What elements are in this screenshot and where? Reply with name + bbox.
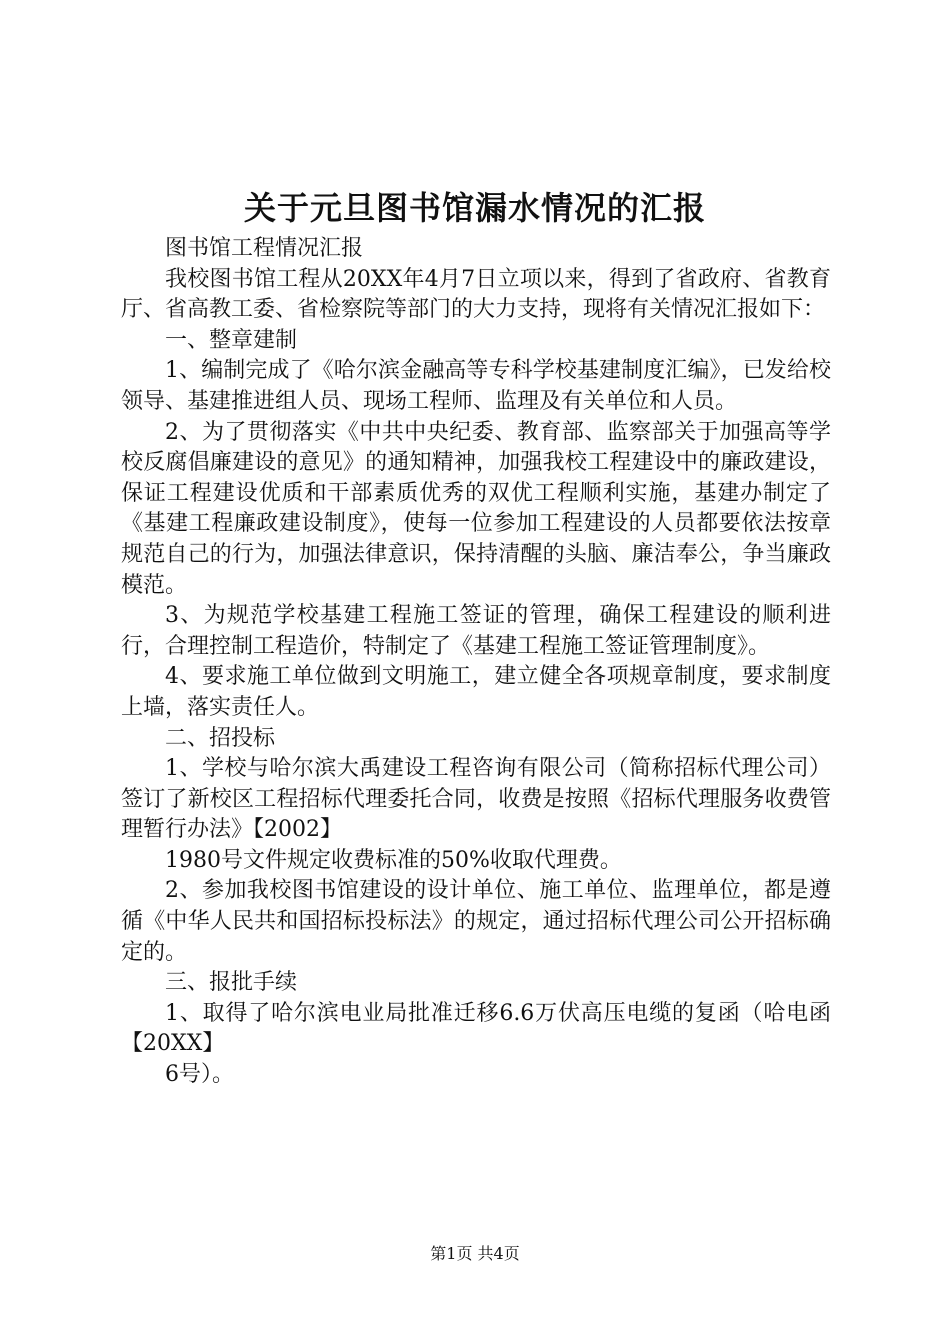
paragraph: 1、取得了哈尔滨电业局批准迁移6.6万伏高压电缆的复函（哈电函【20XX】 xyxy=(121,1000,831,1057)
paragraph: 图书馆工程情况汇报 xyxy=(165,236,364,261)
section-heading: 一、整章建制 xyxy=(165,327,298,353)
document-title: 关于元旦图书馆漏水情况的汇报 xyxy=(243,189,706,227)
paragraph: 1、编制完成了《哈尔滨金融高等专科学校基建制度汇编》，已发给校领导、基建推进组人员、现场工程师、监理及有关单位和人员。 xyxy=(121,358,831,414)
paragraph: 6号）。 xyxy=(165,1062,234,1088)
paragraph: 2、参加我校图书馆建设的设计单位、施工单位、监理单位，都是遵循《中华人民共和国招标投标法》的规定，通过招标代理公司公开招标确定的。 xyxy=(121,878,831,965)
paragraph: 1980号文件规定收费标准的50%收取代理费。 xyxy=(165,847,622,873)
page-footer: 第1页 共4页 xyxy=(430,1244,520,1263)
section-heading: 二、招投标 xyxy=(165,725,276,751)
paragraph: 3、为规范学校基建工程施工签证的管理，确保工程建设的顺利进行，合理控制工程造价，特制定了《基建工程施工签证管理制度》。 xyxy=(121,603,831,659)
section-heading: 三、报批手续 xyxy=(165,970,298,996)
paragraph: 我校图书馆工程从20XX年4月7日立项以来，得到了省政府、省教育厅、省高教工委、省检察院等部门的大力支持，现将有关情况汇报如下： xyxy=(121,266,831,323)
paragraph: 2、为了贯彻落实《中共中央纪委、教育部、监察部关于加强高等学校反腐倡廉建设的意见》的通知精神，加强我校工程建设中的廉政建设，保证工程建设优质和干部素质优秀的双优工程顺利实施，基建办制定了《基建工程廉政建设制度》，使每一位参加工程建设的人员都要依法按章规范自己的行为，加强法律意识，保持清醒的头脑、廉洁奉公，争当廉政模范。 xyxy=(121,419,831,598)
document-body xyxy=(121,234,831,1091)
paragraph: 1、学校与哈尔滨大禹建设工程咨询有限公司（简称招标代理公司）签订了新校区工程招标代理委托合同，收费是按照《招标代理服务收费管理暂行办法》【2002】 xyxy=(121,756,831,843)
paragraph: 4、要求施工单位做到文明施工，建立健全各项规章制度，要求制度上墙，落实责任人。 xyxy=(121,664,831,720)
